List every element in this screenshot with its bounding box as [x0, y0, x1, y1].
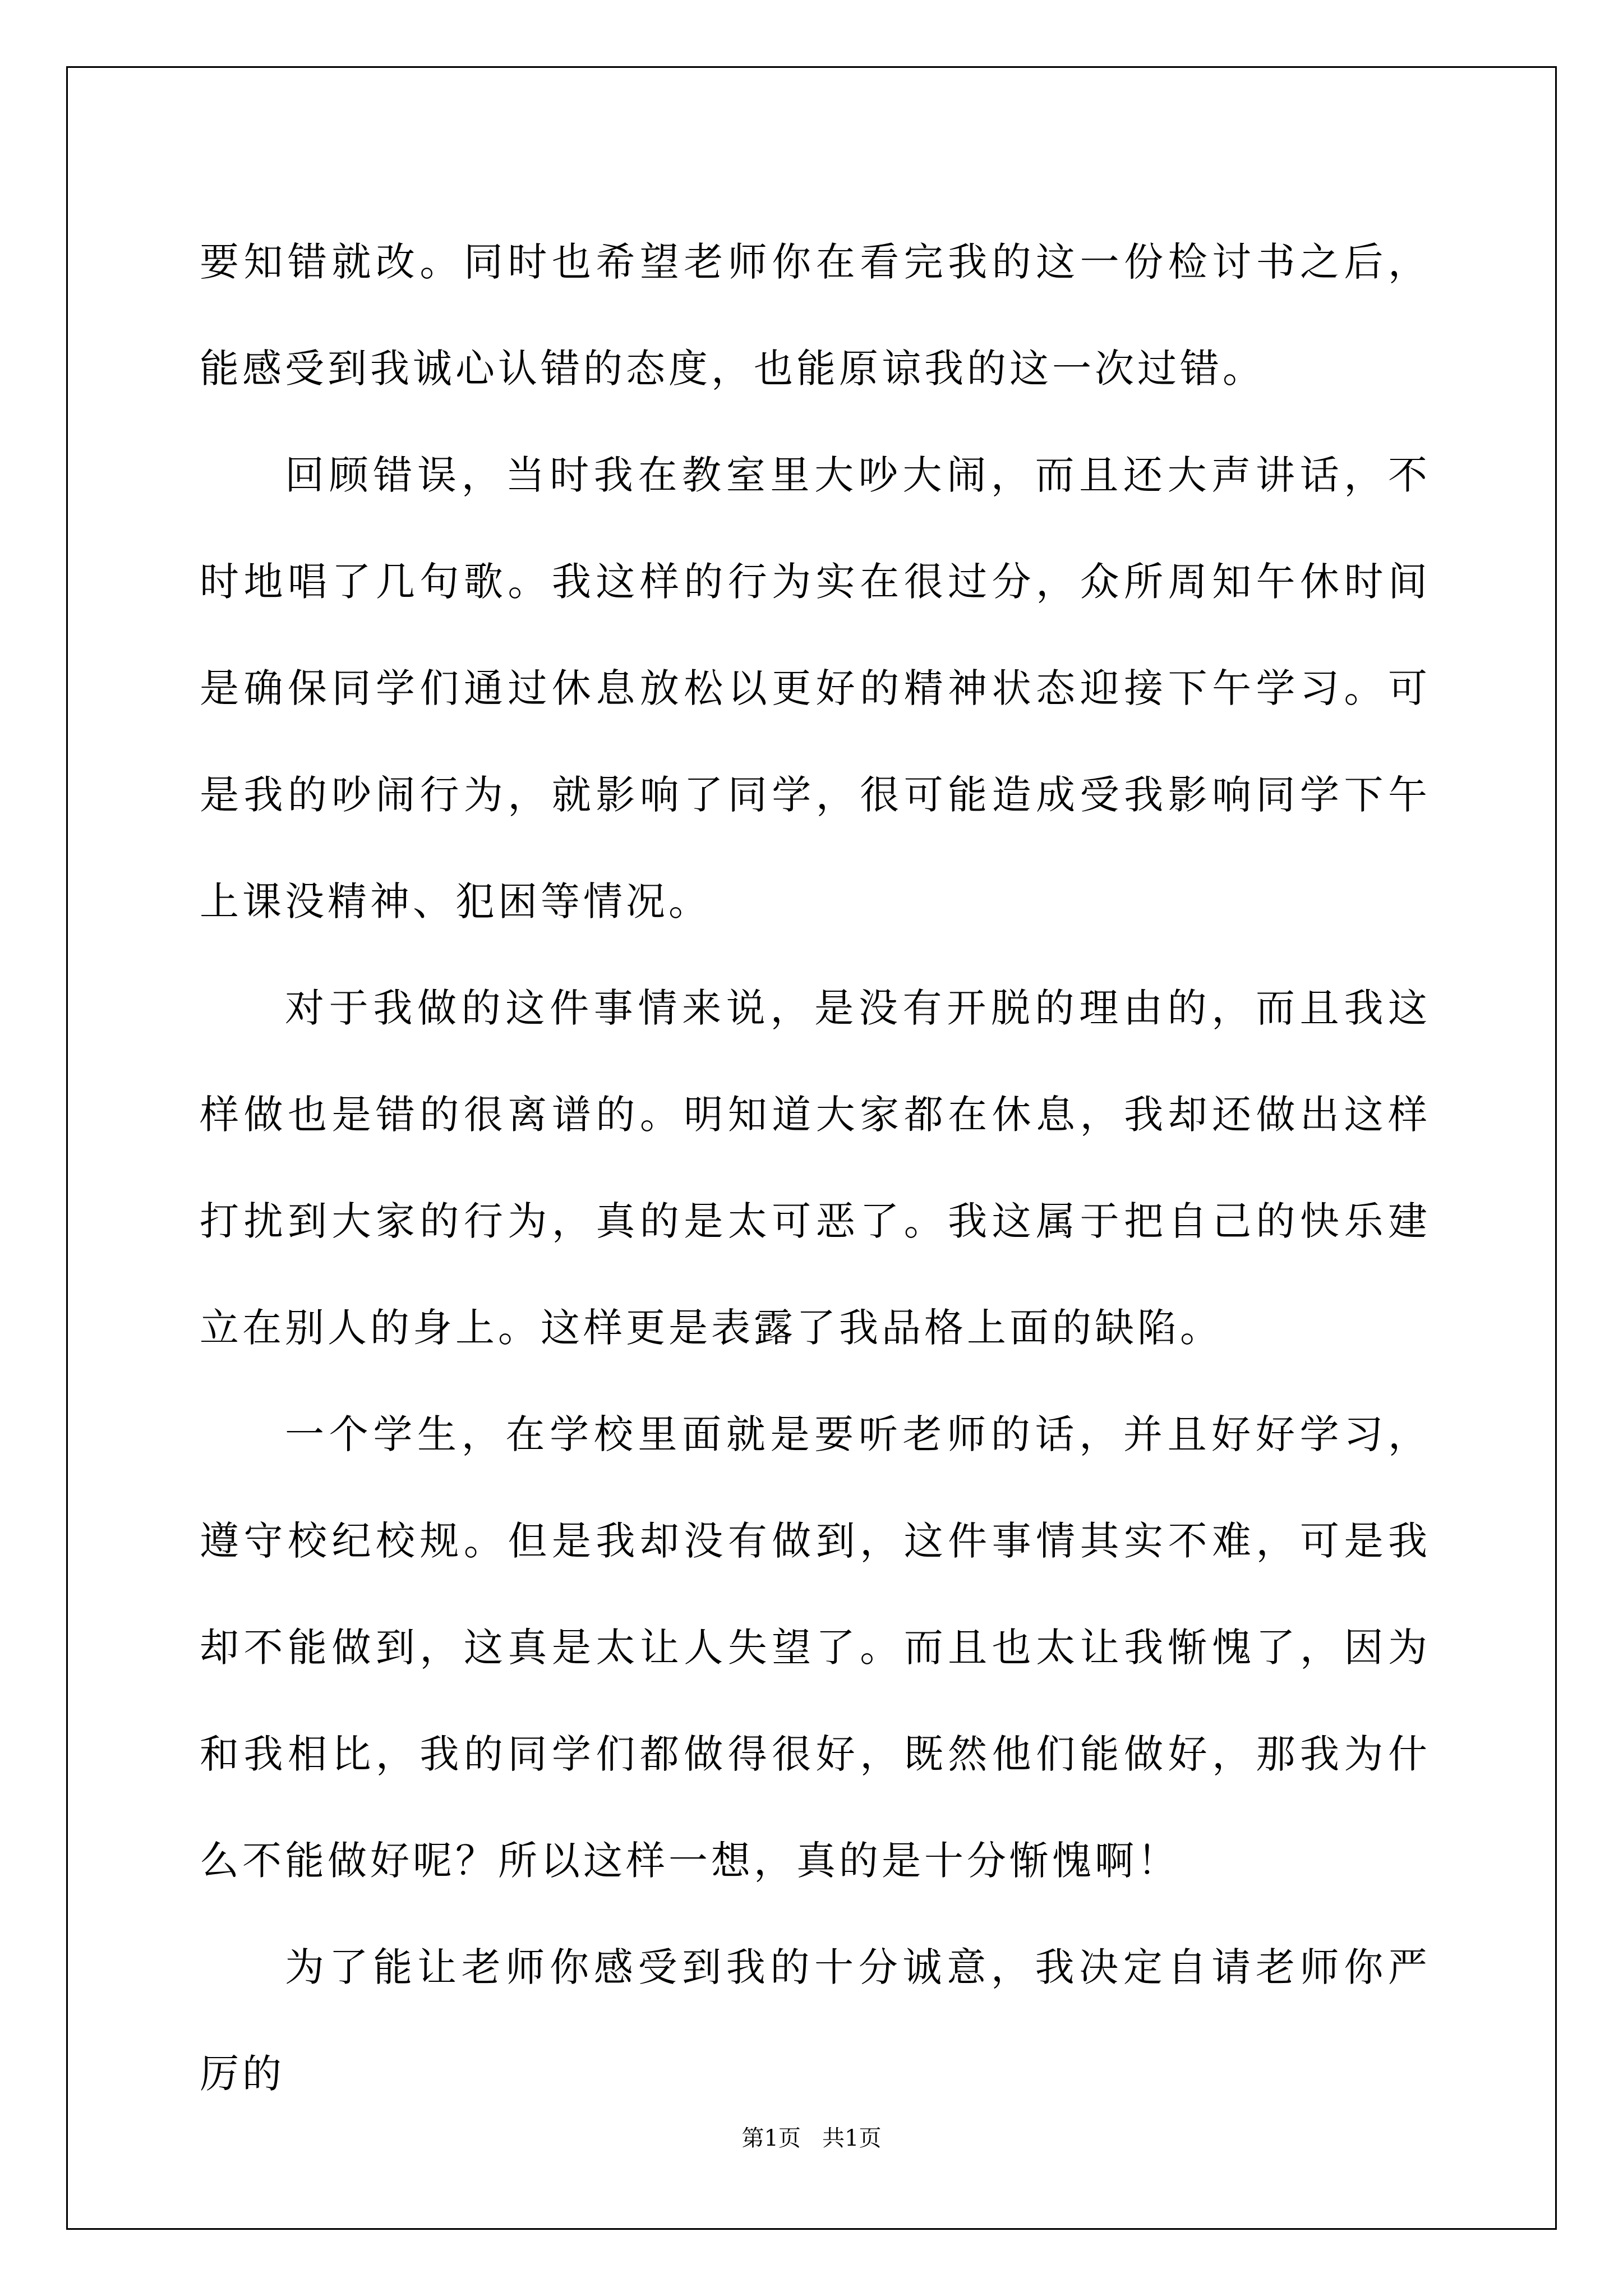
document-body: [200, 209, 1431, 2127]
paragraph-2: 回顾错误，当时我在教室里大吵大闹，而且还大声讲话，不时地唱了几句歌。我这样的行为实在很过分，众所周知午休时间是确保同学们通过休息放松以更好的精神状态迎接下午学习。可是我的吵闹行为，就影响了同学，很可能造成受我影响同学下午上课没精神、犯困等情况。: [200, 452, 1431, 924]
paragraph-4: 一个学生，在学校里面就是要听老师的话，并且好好学习，遵守校纪校规。但是我却没有做到，这件事情其实不难，可是我却不能做到，这真是太让人失望了。而且也太让我惭愧了，因为和我相比，我的同学们都做得很好，既然他们能做好，那我为什么不能做好呢？所以这样一想，真的是十分惭愧啊！: [200, 1411, 1431, 1884]
paragraph-1: 要知错就改。同时也希望老师你在看完我的这一份检讨书之后，能感受到我诚心认错的态度，也能原谅我的这一次过错。: [200, 239, 1431, 392]
paragraph-5: 为了能让老师你感受到我的十分诚意，我决定自请老师你严厉的: [200, 1944, 1431, 2097]
paragraph-3: 对于我做的这件事情来说，是没有开脱的理由的，而且我这样做也是错的很离谱的。明知道大家都在休息，我却还做出这样打扰到大家的行为，真的是太可恶了。我这属于把自己的快乐建立在别人的身上。这样更是表露了我品格上面的缺陷。: [200, 985, 1431, 1351]
page-number-footer: 第1页 共1页: [741, 2125, 882, 2151]
